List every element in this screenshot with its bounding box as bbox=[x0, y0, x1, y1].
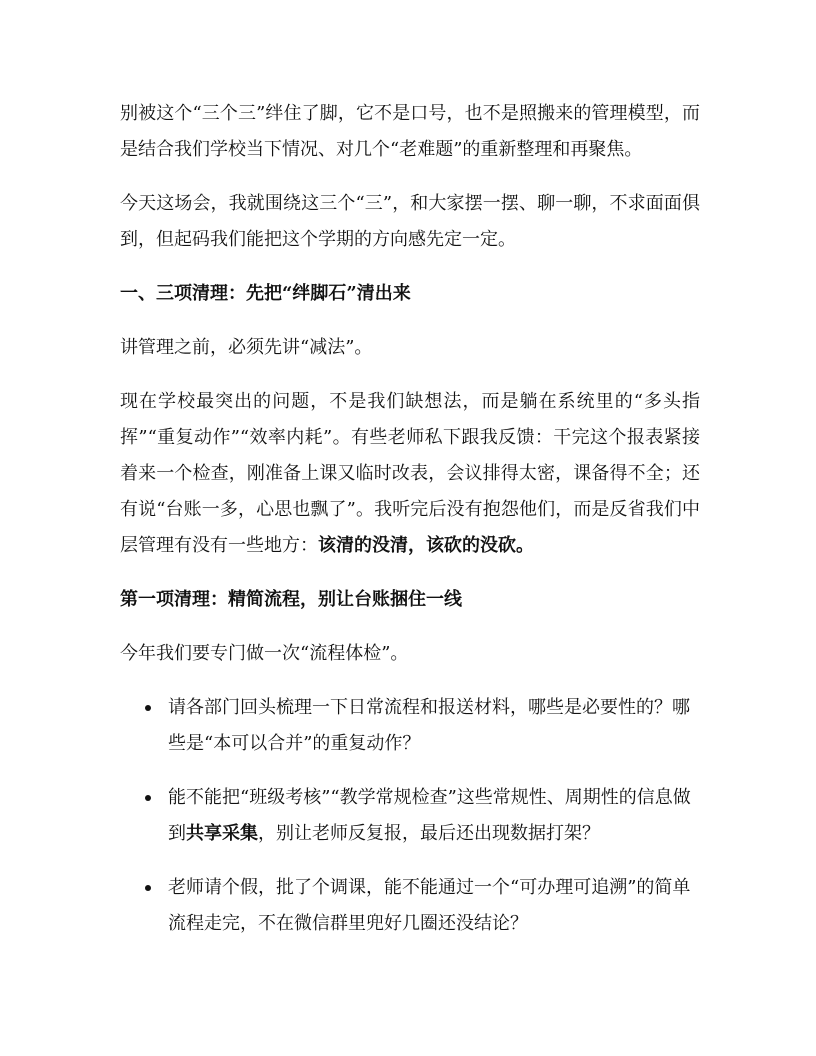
list-item-emphasis: 共享采集 bbox=[186, 823, 258, 844]
list-item bbox=[120, 780, 700, 852]
paragraph-meeting-purpose: 今天这场会，我就围绕这三个“三”，和大家摆一摆、聊一聊，不求面面俱到，但起码我们能把这个学期的方向感先定一定。 bbox=[120, 193, 700, 250]
section-heading-three-cleanups: 一、三项清理：先把“绊脚石”清出来 bbox=[120, 283, 411, 304]
list-item-text: 请各部门回头梳理一下日常流程和报送材料，哪些是必要性的？哪些是“本可以合并”的重复动作？ bbox=[168, 697, 690, 754]
paragraph-subtraction: 讲管理之前，必须先讲“减法”。 bbox=[120, 337, 373, 358]
bullet-list bbox=[120, 690, 700, 942]
paragraph-intro: 别被这个“三个三”绊住了脚，它不是口号，也不是照搬来的管理模型，而是结合我们学校当下情况、对几个“老难题”的重新整理和再聚焦。 bbox=[120, 103, 700, 160]
problems-emphasis: 该清的没清，该砍的没砍。 bbox=[318, 535, 534, 556]
list-item bbox=[120, 870, 700, 942]
paragraph-process-checkup: 今年我们要专门做一次“流程体检”。 bbox=[120, 643, 409, 664]
bullet-dot-icon bbox=[145, 885, 151, 891]
list-item-text: 老师请个假，批了个调课，能不能通过一个“可办理可追溯”的简单流程走完，不在微信群里兜好几圈还没结论？ bbox=[168, 877, 691, 934]
subsection-heading-simplify-process: 第一项清理：精简流程，别让台账捆住一线 bbox=[120, 589, 462, 610]
list-item-text: 能不能把“班级考核”“教学常规检查”这些常规性、周期性的信息做到 bbox=[168, 787, 691, 844]
problems-text: 现在学校最突出的问题，不是我们缺想法，而是躺在系统里的“多头指挥”“重复动作”“效率内耗”。有些老师私下跟我反馈：干完这个报表紧接着来一个检查，刚准备上课又临时改表，会议排得太密，课备得不全；还有说“台账一多，心思也飘了”。我听完后没有抱怨他们，而是反省我们中层管理有没有一些地方： bbox=[120, 391, 700, 556]
paragraph-problems bbox=[120, 384, 700, 564]
bullet-dot-icon bbox=[145, 705, 151, 711]
list-item bbox=[120, 690, 700, 762]
list-item-text: ，别让老师反复报，最后还出现数据打架？ bbox=[258, 823, 600, 844]
bullet-dot-icon bbox=[145, 795, 151, 801]
document-body bbox=[120, 96, 700, 942]
